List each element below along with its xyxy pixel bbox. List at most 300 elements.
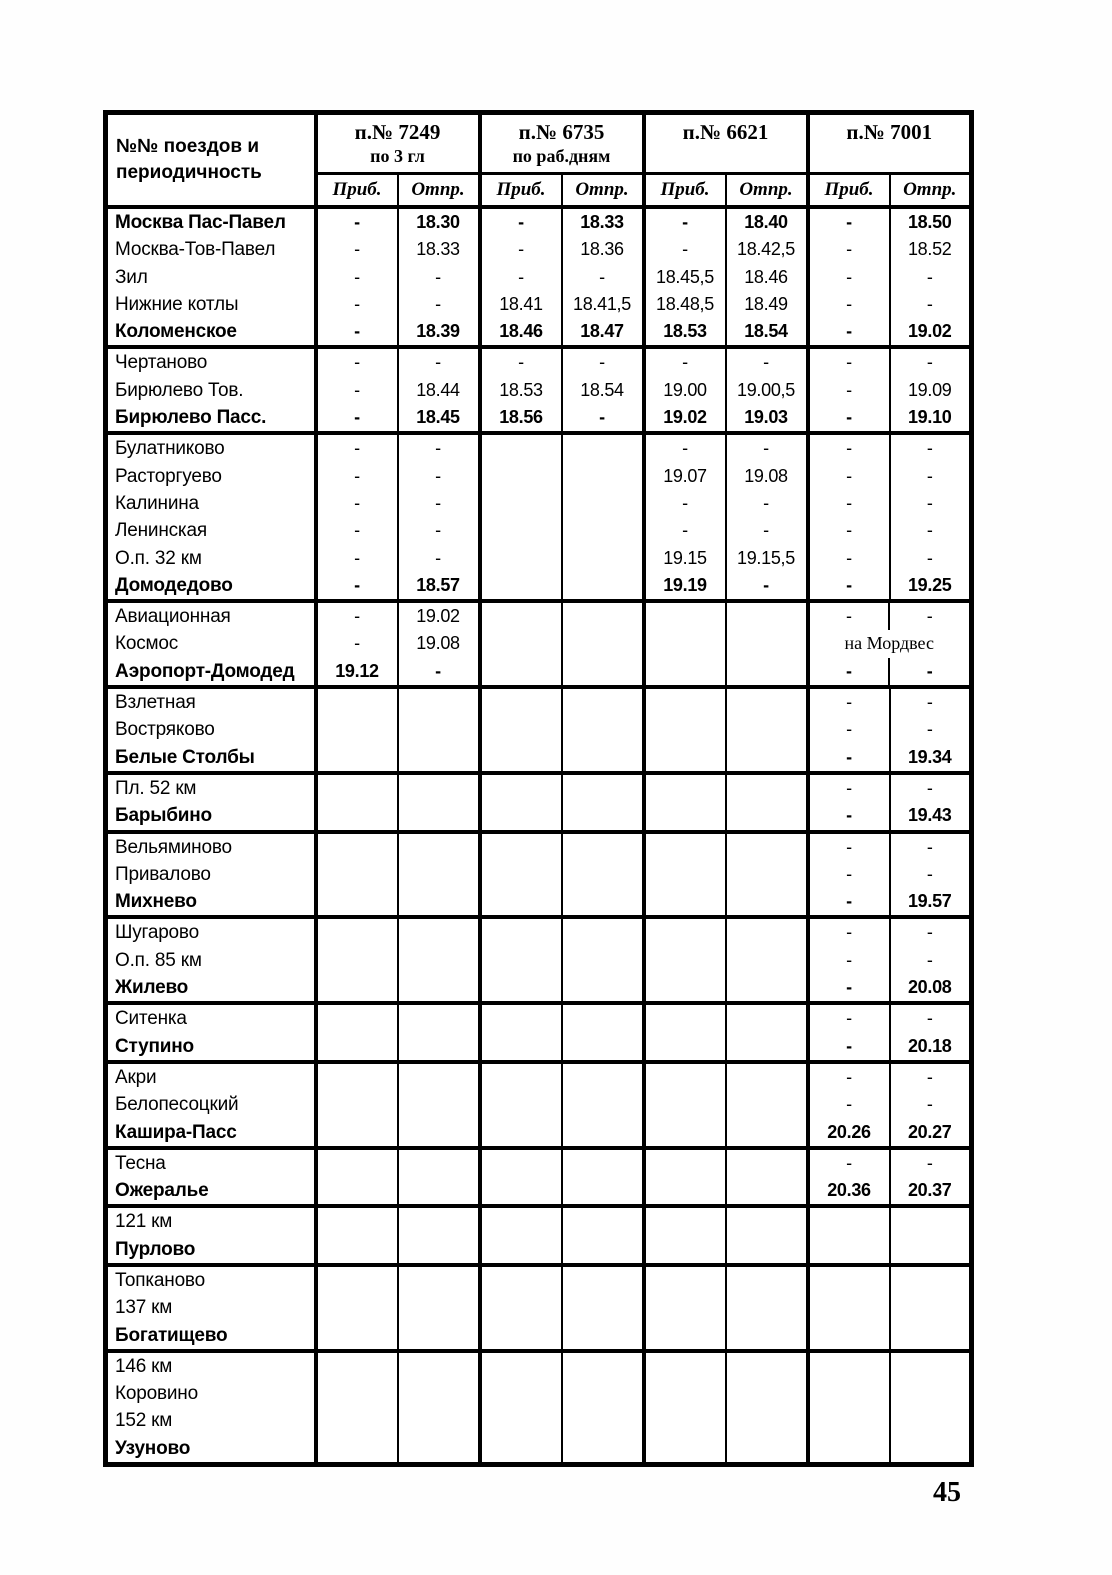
time-value xyxy=(727,974,806,1001)
depart-cell xyxy=(726,207,808,347)
time-value: - xyxy=(926,547,933,568)
time-pair xyxy=(810,603,970,630)
time-value: 18.41,5 xyxy=(573,293,631,314)
time-value xyxy=(482,435,561,462)
depart-cell xyxy=(890,347,972,433)
station-column-cell xyxy=(106,1351,316,1465)
station-name: 121 км xyxy=(115,1211,173,1233)
station-block-row xyxy=(106,1062,972,1148)
time-value: 18.33 xyxy=(416,239,460,260)
time-value xyxy=(727,888,806,915)
time-value xyxy=(399,974,478,1001)
time-value xyxy=(810,1236,889,1263)
station-block-row xyxy=(106,433,972,601)
station-name: Ступино xyxy=(115,1035,194,1057)
time-value: 20.36 xyxy=(827,1180,871,1201)
station-name: Калинина xyxy=(115,492,199,514)
time-value xyxy=(482,1267,561,1294)
station-name: Богатищево xyxy=(115,1324,228,1346)
depart-cell xyxy=(726,1003,808,1062)
time-value xyxy=(318,1005,397,1032)
station-name: Взлетная xyxy=(115,692,196,714)
depart-cell xyxy=(398,601,480,687)
time-value xyxy=(646,1435,725,1462)
station-column-cell xyxy=(106,1265,316,1351)
station-name: Акри xyxy=(115,1066,157,1088)
time-value: - xyxy=(926,1152,933,1173)
station-name: 146 км xyxy=(115,1355,173,1377)
time-value xyxy=(646,689,725,716)
time-value xyxy=(482,1064,561,1091)
train-header-row xyxy=(106,113,972,174)
time-value xyxy=(563,689,642,716)
arrive-cell xyxy=(644,687,726,773)
depart-cell xyxy=(890,1351,972,1465)
time-value: 19.03 xyxy=(744,407,788,428)
arrive-cell xyxy=(808,347,890,433)
time-value: 18.46 xyxy=(744,266,788,287)
station-name: Михнево xyxy=(115,891,197,913)
time-value xyxy=(646,947,725,974)
time-value xyxy=(727,1119,806,1146)
depart-cell xyxy=(562,1265,644,1351)
time-value: - xyxy=(435,492,441,513)
time-value xyxy=(399,744,478,771)
station-name: Нижние котлы xyxy=(115,293,239,315)
arrive-cell xyxy=(316,687,398,773)
station-name: Жилево xyxy=(115,977,189,999)
time-value xyxy=(646,603,725,630)
station-column-cell xyxy=(106,1148,316,1207)
time-value: - xyxy=(888,603,969,630)
time-value: - xyxy=(763,438,769,459)
time-value: - xyxy=(846,321,852,342)
time-value: - xyxy=(846,492,852,513)
time-value: - xyxy=(354,492,360,513)
time-value: - xyxy=(846,293,852,314)
time-value: 20.37 xyxy=(907,1180,952,1201)
station-name: 152 км xyxy=(115,1410,173,1432)
time-value xyxy=(646,1380,725,1407)
time-value: 19.15,5 xyxy=(737,547,795,568)
time-value: 18.47 xyxy=(580,321,624,342)
time-value: - xyxy=(846,863,852,884)
time-value xyxy=(399,775,478,802)
time-value: - xyxy=(926,1008,933,1029)
arrive-cell xyxy=(644,601,726,687)
time-value: - xyxy=(846,266,852,287)
time-value xyxy=(399,1236,478,1263)
time-value: - xyxy=(518,239,524,260)
time-value xyxy=(810,1294,889,1321)
time-value: - xyxy=(682,212,688,232)
time-value xyxy=(318,861,397,888)
arrive-cell xyxy=(644,1003,726,1062)
time-value xyxy=(482,463,561,490)
time-value: - xyxy=(682,438,688,459)
arrive-cell xyxy=(644,433,726,601)
time-value xyxy=(891,1322,970,1349)
time-value xyxy=(399,888,478,915)
arrive-cell xyxy=(808,1003,890,1062)
time-value: 18.45 xyxy=(416,407,460,428)
station-name: Привалово xyxy=(115,863,211,885)
station-name: Пурлово xyxy=(115,1238,196,1260)
station-column-cell xyxy=(106,1062,316,1148)
time-value xyxy=(318,974,397,1001)
depart-cell xyxy=(562,832,644,918)
depart-cell xyxy=(398,433,480,601)
station-name: О.п. 85 км xyxy=(115,949,202,971)
time-value: 18.42,5 xyxy=(737,239,795,260)
arrive-cell xyxy=(480,1148,562,1207)
time-value: - xyxy=(435,352,441,373)
time-value: - xyxy=(354,321,360,342)
time-value xyxy=(318,1177,397,1204)
time-value: - xyxy=(846,1008,852,1029)
time-value xyxy=(399,1208,478,1235)
train-timetable xyxy=(103,110,974,1467)
time-value xyxy=(891,1236,970,1263)
time-value xyxy=(399,1294,478,1321)
time-value xyxy=(891,1208,970,1235)
time-value xyxy=(646,1208,725,1235)
corner-header-line1: №№ поездов и xyxy=(116,136,260,158)
time-value xyxy=(727,1380,806,1407)
time-value xyxy=(318,775,397,802)
time-value: - xyxy=(846,949,852,970)
time-value xyxy=(646,1322,725,1349)
time-value xyxy=(563,1119,642,1146)
time-value xyxy=(318,1407,397,1434)
time-value xyxy=(482,861,561,888)
time-value xyxy=(727,1407,806,1434)
time-value xyxy=(646,775,725,802)
station-name: Космос xyxy=(115,633,179,655)
time-value: - xyxy=(846,719,852,740)
depart-cell xyxy=(562,1206,644,1265)
arrive-cell xyxy=(480,1206,562,1265)
time-value xyxy=(646,630,725,657)
arrive-cell xyxy=(480,687,562,773)
time-value: - xyxy=(926,438,933,459)
time-value: - xyxy=(846,805,852,826)
time-value xyxy=(563,1267,642,1294)
station-name: Расторгуево xyxy=(115,465,222,487)
table-body xyxy=(106,207,972,1465)
time-value xyxy=(318,716,397,743)
time-value xyxy=(563,1177,642,1204)
time-value xyxy=(727,1435,806,1462)
time-value xyxy=(482,716,561,743)
station-block-row xyxy=(106,601,972,687)
time-value xyxy=(810,1208,889,1235)
time-value xyxy=(727,1353,806,1380)
time-value xyxy=(727,658,806,685)
time-value xyxy=(891,1294,970,1321)
arrive-cell xyxy=(480,601,562,687)
time-value: 19.00,5 xyxy=(737,379,795,400)
time-value: - xyxy=(846,977,852,998)
time-value xyxy=(646,888,725,915)
time-value xyxy=(810,1380,889,1407)
time-value: - xyxy=(354,239,360,260)
time-value: - xyxy=(926,492,933,513)
arrive-cell xyxy=(644,1062,726,1148)
arrive-cell xyxy=(480,1265,562,1351)
arrive-cell xyxy=(480,1062,562,1148)
depart-cell xyxy=(726,1062,808,1148)
time-value xyxy=(563,888,642,915)
time-value xyxy=(810,1322,889,1349)
time-value: - xyxy=(435,266,441,287)
time-value: - xyxy=(763,520,769,541)
arrive-cell xyxy=(316,1265,398,1351)
station-name: Аэропорт-Домодед xyxy=(115,660,295,682)
time-value xyxy=(563,1091,642,1118)
time-value xyxy=(399,1150,478,1177)
time-value: - xyxy=(846,777,852,798)
time-value: 19.08 xyxy=(744,465,788,486)
station-block-row xyxy=(106,1265,972,1351)
station-name: Ленинская xyxy=(115,520,207,542)
time-value: 18.39 xyxy=(416,321,460,342)
depart-cell xyxy=(726,687,808,773)
arrive-header: Приб. xyxy=(316,174,398,208)
depart-cell xyxy=(726,773,808,832)
depart-cell xyxy=(398,1062,480,1148)
time-value xyxy=(482,1380,561,1407)
time-value: - xyxy=(763,492,769,513)
station-name: Шугарово xyxy=(115,922,199,944)
arrive-cell xyxy=(316,773,398,832)
time-value xyxy=(399,834,478,861)
arrive-cell xyxy=(808,832,890,918)
arrive-cell xyxy=(480,433,562,601)
arrive-cell xyxy=(316,1003,398,1062)
time-value xyxy=(646,1033,725,1060)
time-value: - xyxy=(846,352,852,373)
time-value xyxy=(318,802,397,829)
time-value xyxy=(646,1236,725,1263)
time-value: 18.46 xyxy=(499,321,543,342)
time-value xyxy=(318,919,397,946)
time-value: 18.36 xyxy=(580,239,624,260)
time-value: 19.19 xyxy=(663,574,707,595)
station-name: Бирюлево Пасс. xyxy=(115,407,267,429)
arrive-cell xyxy=(316,832,398,918)
time-value xyxy=(646,716,725,743)
time-value xyxy=(563,1005,642,1032)
station-block-row xyxy=(106,207,972,347)
time-value xyxy=(727,1005,806,1032)
time-value: - xyxy=(926,922,933,943)
time-value: - xyxy=(682,352,688,373)
time-value xyxy=(563,1380,642,1407)
time-value xyxy=(563,658,642,685)
time-value xyxy=(646,919,725,946)
time-value: 18.40 xyxy=(744,212,788,232)
time-value xyxy=(482,1236,561,1263)
time-value xyxy=(563,545,642,572)
time-value: 18.44 xyxy=(416,379,460,400)
station-column-cell xyxy=(106,207,316,347)
station-name: Коровино xyxy=(115,1383,198,1405)
time-value xyxy=(563,1435,642,1462)
train-periodicity xyxy=(646,146,806,167)
train-header-7249 xyxy=(316,113,480,174)
time-value xyxy=(318,947,397,974)
station-block-row xyxy=(106,1206,972,1265)
time-value: 19.02 xyxy=(416,606,460,627)
time-value: 20.08 xyxy=(907,977,952,998)
depart-cell xyxy=(726,601,808,687)
time-value xyxy=(563,517,642,544)
time-value: - xyxy=(846,836,852,857)
time-value xyxy=(399,1177,478,1204)
time-value: - xyxy=(354,465,360,486)
arrive-cell xyxy=(644,1265,726,1351)
time-value: 20.27 xyxy=(907,1121,952,1142)
station-column-cell xyxy=(106,601,316,687)
time-value: 18.53 xyxy=(663,321,707,342)
time-value xyxy=(399,1322,478,1349)
station-name: Топканово xyxy=(115,1269,205,1291)
depart-cell xyxy=(562,917,644,1003)
time-value xyxy=(399,919,478,946)
time-value xyxy=(563,716,642,743)
depart-cell xyxy=(398,1265,480,1351)
time-value: - xyxy=(435,547,441,568)
time-value: - xyxy=(926,692,933,713)
time-value: 18.45,5 xyxy=(656,266,714,287)
time-value xyxy=(563,775,642,802)
time-value xyxy=(563,1208,642,1235)
time-value: - xyxy=(354,547,360,568)
depart-cell xyxy=(562,1062,644,1148)
time-value: - xyxy=(435,660,441,681)
time-value xyxy=(399,1267,478,1294)
arrive-cell xyxy=(644,1351,726,1465)
time-value: - xyxy=(518,352,524,373)
time-value xyxy=(727,775,806,802)
time-value xyxy=(727,802,806,829)
depart-cell xyxy=(890,207,972,347)
time-value xyxy=(318,888,397,915)
station-name: Москва-Тов-Павел xyxy=(115,239,276,261)
time-value: 19.09 xyxy=(907,379,952,400)
time-value: - xyxy=(846,379,852,400)
arrive-cell xyxy=(808,433,890,601)
time-value xyxy=(482,603,561,630)
station-name: Булатниково xyxy=(115,438,225,460)
time-value xyxy=(482,1119,561,1146)
time-value: - xyxy=(435,465,441,486)
time-value xyxy=(646,1353,725,1380)
time-value: - xyxy=(926,777,933,798)
station-block-row xyxy=(106,347,972,433)
depart-cell xyxy=(726,1206,808,1265)
time-value xyxy=(563,1150,642,1177)
depart-cell xyxy=(398,207,480,347)
time-value: - xyxy=(354,574,360,595)
time-value xyxy=(646,744,725,771)
time-value: - xyxy=(354,606,360,627)
time-value: - xyxy=(926,1094,933,1115)
time-value xyxy=(482,572,561,599)
arrive-cell xyxy=(480,917,562,1003)
station-name: 137 км xyxy=(115,1297,173,1319)
time-value: 18.30 xyxy=(416,212,460,232)
time-value xyxy=(482,1177,561,1204)
time-value: 19.07 xyxy=(663,465,707,486)
station-block-row xyxy=(106,1003,972,1062)
time-value xyxy=(399,716,478,743)
time-value xyxy=(891,1407,970,1434)
time-value xyxy=(318,1435,397,1462)
time-value xyxy=(482,919,561,946)
time-value: - xyxy=(599,266,605,287)
time-value xyxy=(318,1294,397,1321)
time-value: - xyxy=(682,492,688,513)
time-value xyxy=(563,802,642,829)
time-value xyxy=(563,1236,642,1263)
arrive-cell xyxy=(644,347,726,433)
station-block-row xyxy=(106,832,972,918)
time-value xyxy=(646,974,725,1001)
time-value xyxy=(318,744,397,771)
depart-cell xyxy=(726,1148,808,1207)
depart-cell xyxy=(890,1265,972,1351)
station-block-row xyxy=(106,1148,972,1207)
time-value xyxy=(318,1150,397,1177)
time-value: - xyxy=(846,1094,852,1115)
time-value xyxy=(318,689,397,716)
time-value: - xyxy=(354,520,360,541)
time-value: - xyxy=(354,633,360,654)
time-value xyxy=(399,1119,478,1146)
time-value xyxy=(399,1353,478,1380)
depart-header: Отпр. xyxy=(890,174,972,208)
arrive-cell xyxy=(316,1351,398,1465)
depart-cell xyxy=(890,917,972,1003)
depart-cell xyxy=(726,917,808,1003)
time-value xyxy=(563,1407,642,1434)
time-value: - xyxy=(846,1152,852,1173)
time-value xyxy=(482,689,561,716)
time-value: - xyxy=(926,719,933,740)
depart-cell xyxy=(890,1003,972,1062)
time-value: - xyxy=(354,352,360,373)
time-value: - xyxy=(599,407,605,428)
time-value xyxy=(318,1267,397,1294)
time-value xyxy=(646,1064,725,1091)
time-value xyxy=(399,1435,478,1462)
time-value xyxy=(727,1236,806,1263)
time-value: - xyxy=(926,293,933,314)
time-value: 18.53 xyxy=(499,379,543,400)
page-number: 45 xyxy=(933,1477,961,1508)
station-name: Москва Пас-Павел xyxy=(115,212,286,233)
time-value xyxy=(727,689,806,716)
arrive-header: Приб. xyxy=(644,174,726,208)
depart-cell xyxy=(726,1265,808,1351)
time-value xyxy=(482,517,561,544)
time-value xyxy=(646,861,725,888)
arrive-cell xyxy=(480,347,562,433)
arrive-cell xyxy=(480,773,562,832)
time-value xyxy=(482,1407,561,1434)
